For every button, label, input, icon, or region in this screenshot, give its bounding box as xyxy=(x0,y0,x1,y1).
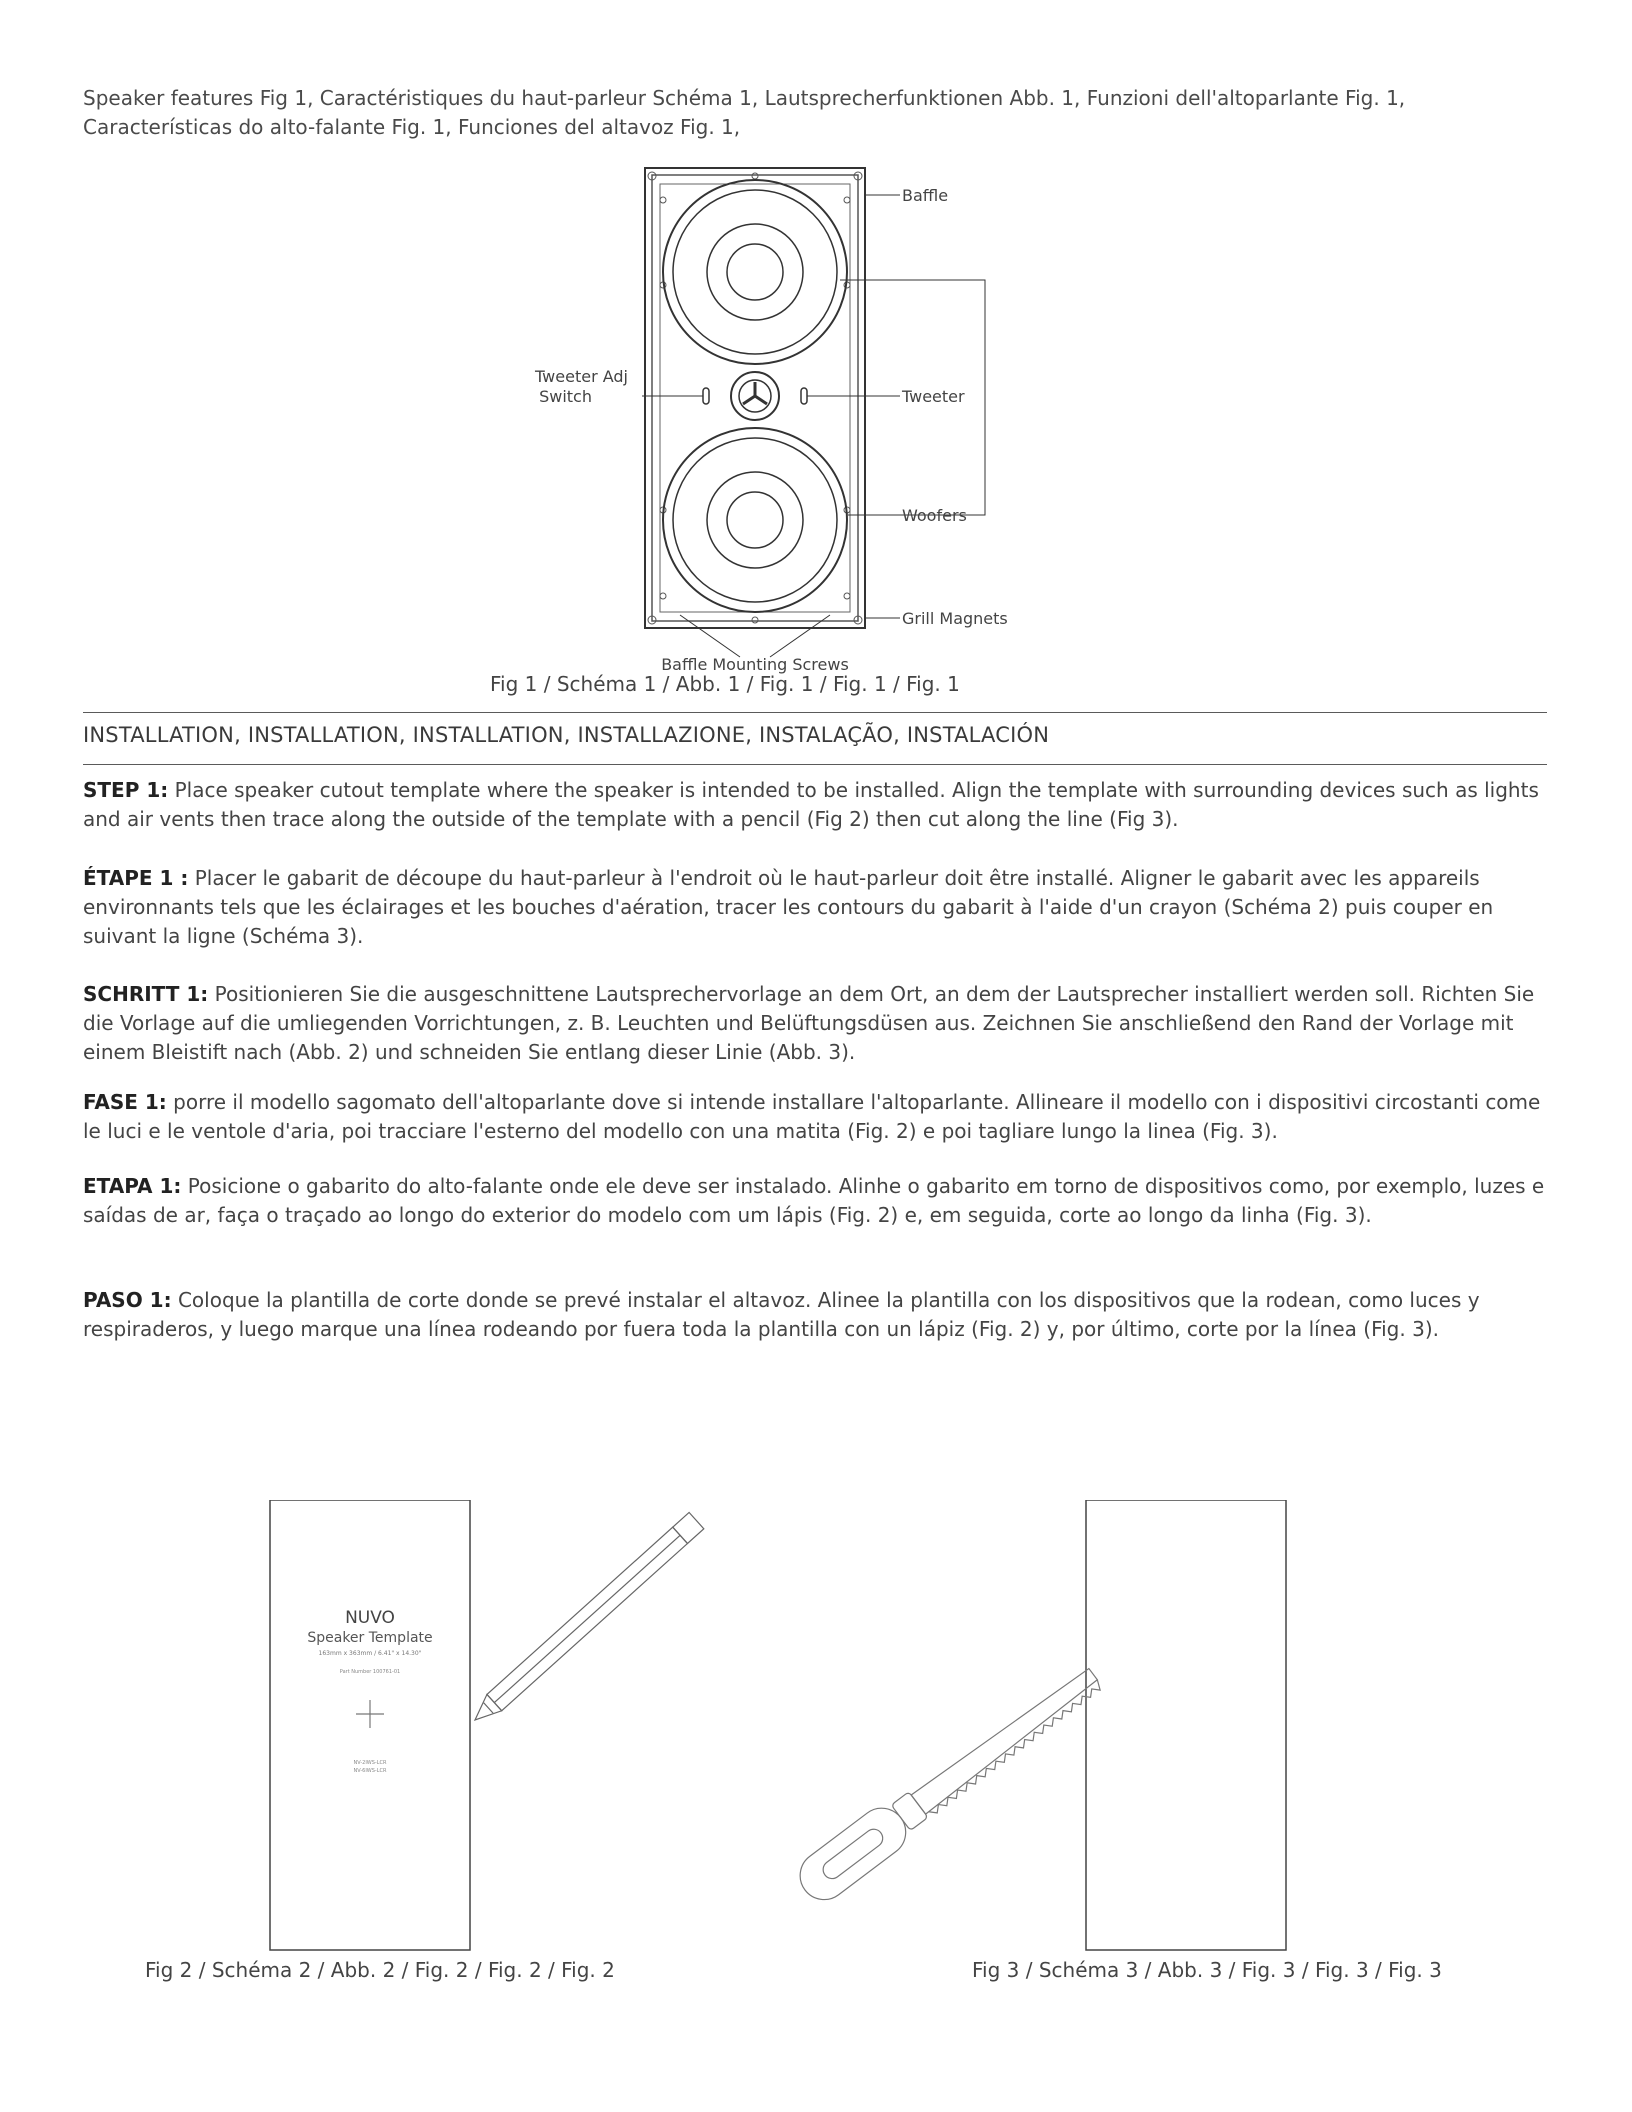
lower-woofer xyxy=(663,428,847,612)
speaker-inner-frame xyxy=(652,175,858,621)
step-it-text: porre il modello sagomato dell'altoparlante dove si intende installare l'altoparlante. Allineare il modello con i dispositivi circostanti come le luci e le ventole d'aria, poi tracciare l'esterno del modello con una matita (Fig. 2) e poi tagliare lungo la linea (Fig. 3). xyxy=(83,1090,1541,1143)
template-title: Speaker Template xyxy=(307,1630,433,1646)
label-tweeter-adj-1: Tweeter Adj xyxy=(535,367,628,386)
template-part-number: Part Number 100761-01 xyxy=(339,1669,401,1675)
step-es xyxy=(83,1286,1553,1344)
pencil-icon xyxy=(468,1512,704,1728)
cutout-outline xyxy=(1086,1500,1286,1950)
step-de xyxy=(83,980,1553,1067)
template-dims: 163mm x 363mm / 6.41" x 14.30" xyxy=(318,1650,422,1657)
label-woofers: Woofers xyxy=(902,506,967,525)
template-model-2: NV-6IWS-LCR xyxy=(353,1768,387,1774)
upper-woofer xyxy=(663,180,847,364)
step-it-label: FASE 1: xyxy=(83,1090,167,1114)
figure-1-caption: Fig 1 / Schéma 1 / Abb. 1 / Fig. 1 / Fig. 1 / Fig. 1 xyxy=(490,672,960,696)
step-fr-label: ÉTAPE 1 : xyxy=(83,866,189,890)
label-tweeter-adj-2: Switch xyxy=(539,387,592,406)
figure-1-speaker-diagram xyxy=(480,160,1080,680)
top-rule xyxy=(83,712,1547,713)
step-es-label: PASO 1: xyxy=(83,1288,172,1312)
figure-2-caption: Fig 2 / Schéma 2 / Abb. 2 / Fig. 2 / Fig. 2 / Fig. 2 xyxy=(145,1958,615,1982)
step-it xyxy=(83,1088,1553,1146)
template-model-1: NV-2IWS-LCR xyxy=(353,1760,387,1766)
step-pt xyxy=(83,1172,1553,1230)
step-en-text: Place speaker cutout template where the speaker is intended to be installed. Align the template with surrounding devices such as lights and air vents then trace along the outside of the template with a pencil (Fig 2) then cut along the line (Fig 3). xyxy=(83,778,1539,831)
step-pt-label: ETAPA 1: xyxy=(83,1174,182,1198)
figure-3-svg xyxy=(760,1500,1320,1980)
figure-3-caption: Fig 3 / Schéma 3 / Abb. 3 / Fig. 3 / Fig. 3 / Fig. 3 xyxy=(972,1958,1442,1982)
tweeter xyxy=(731,372,779,420)
step-de-text: Positionieren Sie die ausgeschnittene Lautsprechervorlage an dem Ort, an dem der Lautsprecher installiert werden soll. Richten Sie die Vorlage auf die umliegenden Vorrichtungen, z. B. Leuchten und Belüftungsdüsen aus. Zeichnen Sie anschließend den Rand der Vorlage mit einem Bleistift nach (Abb. 2) und schneiden Sie entlang dieser Linie (Abb. 3). xyxy=(83,982,1535,1064)
saw-icon xyxy=(791,1654,1107,1909)
step-fr xyxy=(83,864,1553,951)
figure-2-template-pencil xyxy=(260,1500,780,1980)
step-es-text: Coloque la plantilla de corte donde se prevé instalar el altavoz. Alinee la plantilla con los dispositivos que la rodean, como luces y respiraderos, y luego marque una línea rodeando por fuera toda la plantilla con un lápiz (Fig. 2) y, por último, corte por la línea (Fig. 3). xyxy=(83,1288,1480,1341)
tweeter-adj-switch xyxy=(703,388,709,404)
step-pt-text: Posicione o gabarito do alto-falante onde ele deve ser instalado. Alinhe o gabarito em torno de dispositivos como, por exemplo, luzes e saídas de ar, faça o traçado ao longo do exterior do modelo com um lápis (Fig. 2) e, em seguida, corte ao longo da linha (Fig. 3). xyxy=(83,1174,1545,1227)
installation-title: INSTALLATION, INSTALLATION, INSTALLATION, INSTALLAZIONE, INSTALAÇÃO, INSTALACIÓN xyxy=(83,723,1050,747)
speaker-outer-frame xyxy=(645,168,865,628)
label-grill-magnets: Grill Magnets xyxy=(902,609,1008,628)
bottom-rule xyxy=(83,764,1547,765)
label-baffle-mounting-screws: Baffle Mounting Screws xyxy=(661,655,849,674)
figure-3-cut-saw xyxy=(760,1500,1320,1980)
step-en xyxy=(83,776,1553,834)
step-fr-text: Placer le gabarit de découpe du haut-parleur à l'endroit où le haut-parleur doit être installé. Aligner le gabarit avec les appareils environnants tels que les éclairages et les bouches d'aération, tracer les contours du gabarit à l'aide d'un crayon (Schéma 2) puis couper en suivant la ligne (Schéma 3). xyxy=(83,866,1494,948)
step-en-label: STEP 1: xyxy=(83,778,169,802)
speaker-diagram-svg xyxy=(480,160,1080,680)
label-tweeter: Tweeter xyxy=(902,387,965,406)
crosshair-icon xyxy=(356,1700,384,1728)
tweeter-adj-switch-right xyxy=(801,388,807,404)
figure-2-svg xyxy=(260,1500,780,1980)
speaker-features-intro: Speaker features Fig 1, Caractéristiques du haut-parleur Schéma 1, Lautsprecherfunktionen Abb. 1, Funzioni dell'altoparlante Fig. 1, Características do alto-falante Fig. 1, Funciones del altavoz Fig. 1, xyxy=(83,86,1406,139)
template-brand: NUVO xyxy=(345,1608,395,1628)
step-de-label: SCHRITT 1: xyxy=(83,982,209,1006)
label-baffle: Baffle xyxy=(902,186,949,205)
